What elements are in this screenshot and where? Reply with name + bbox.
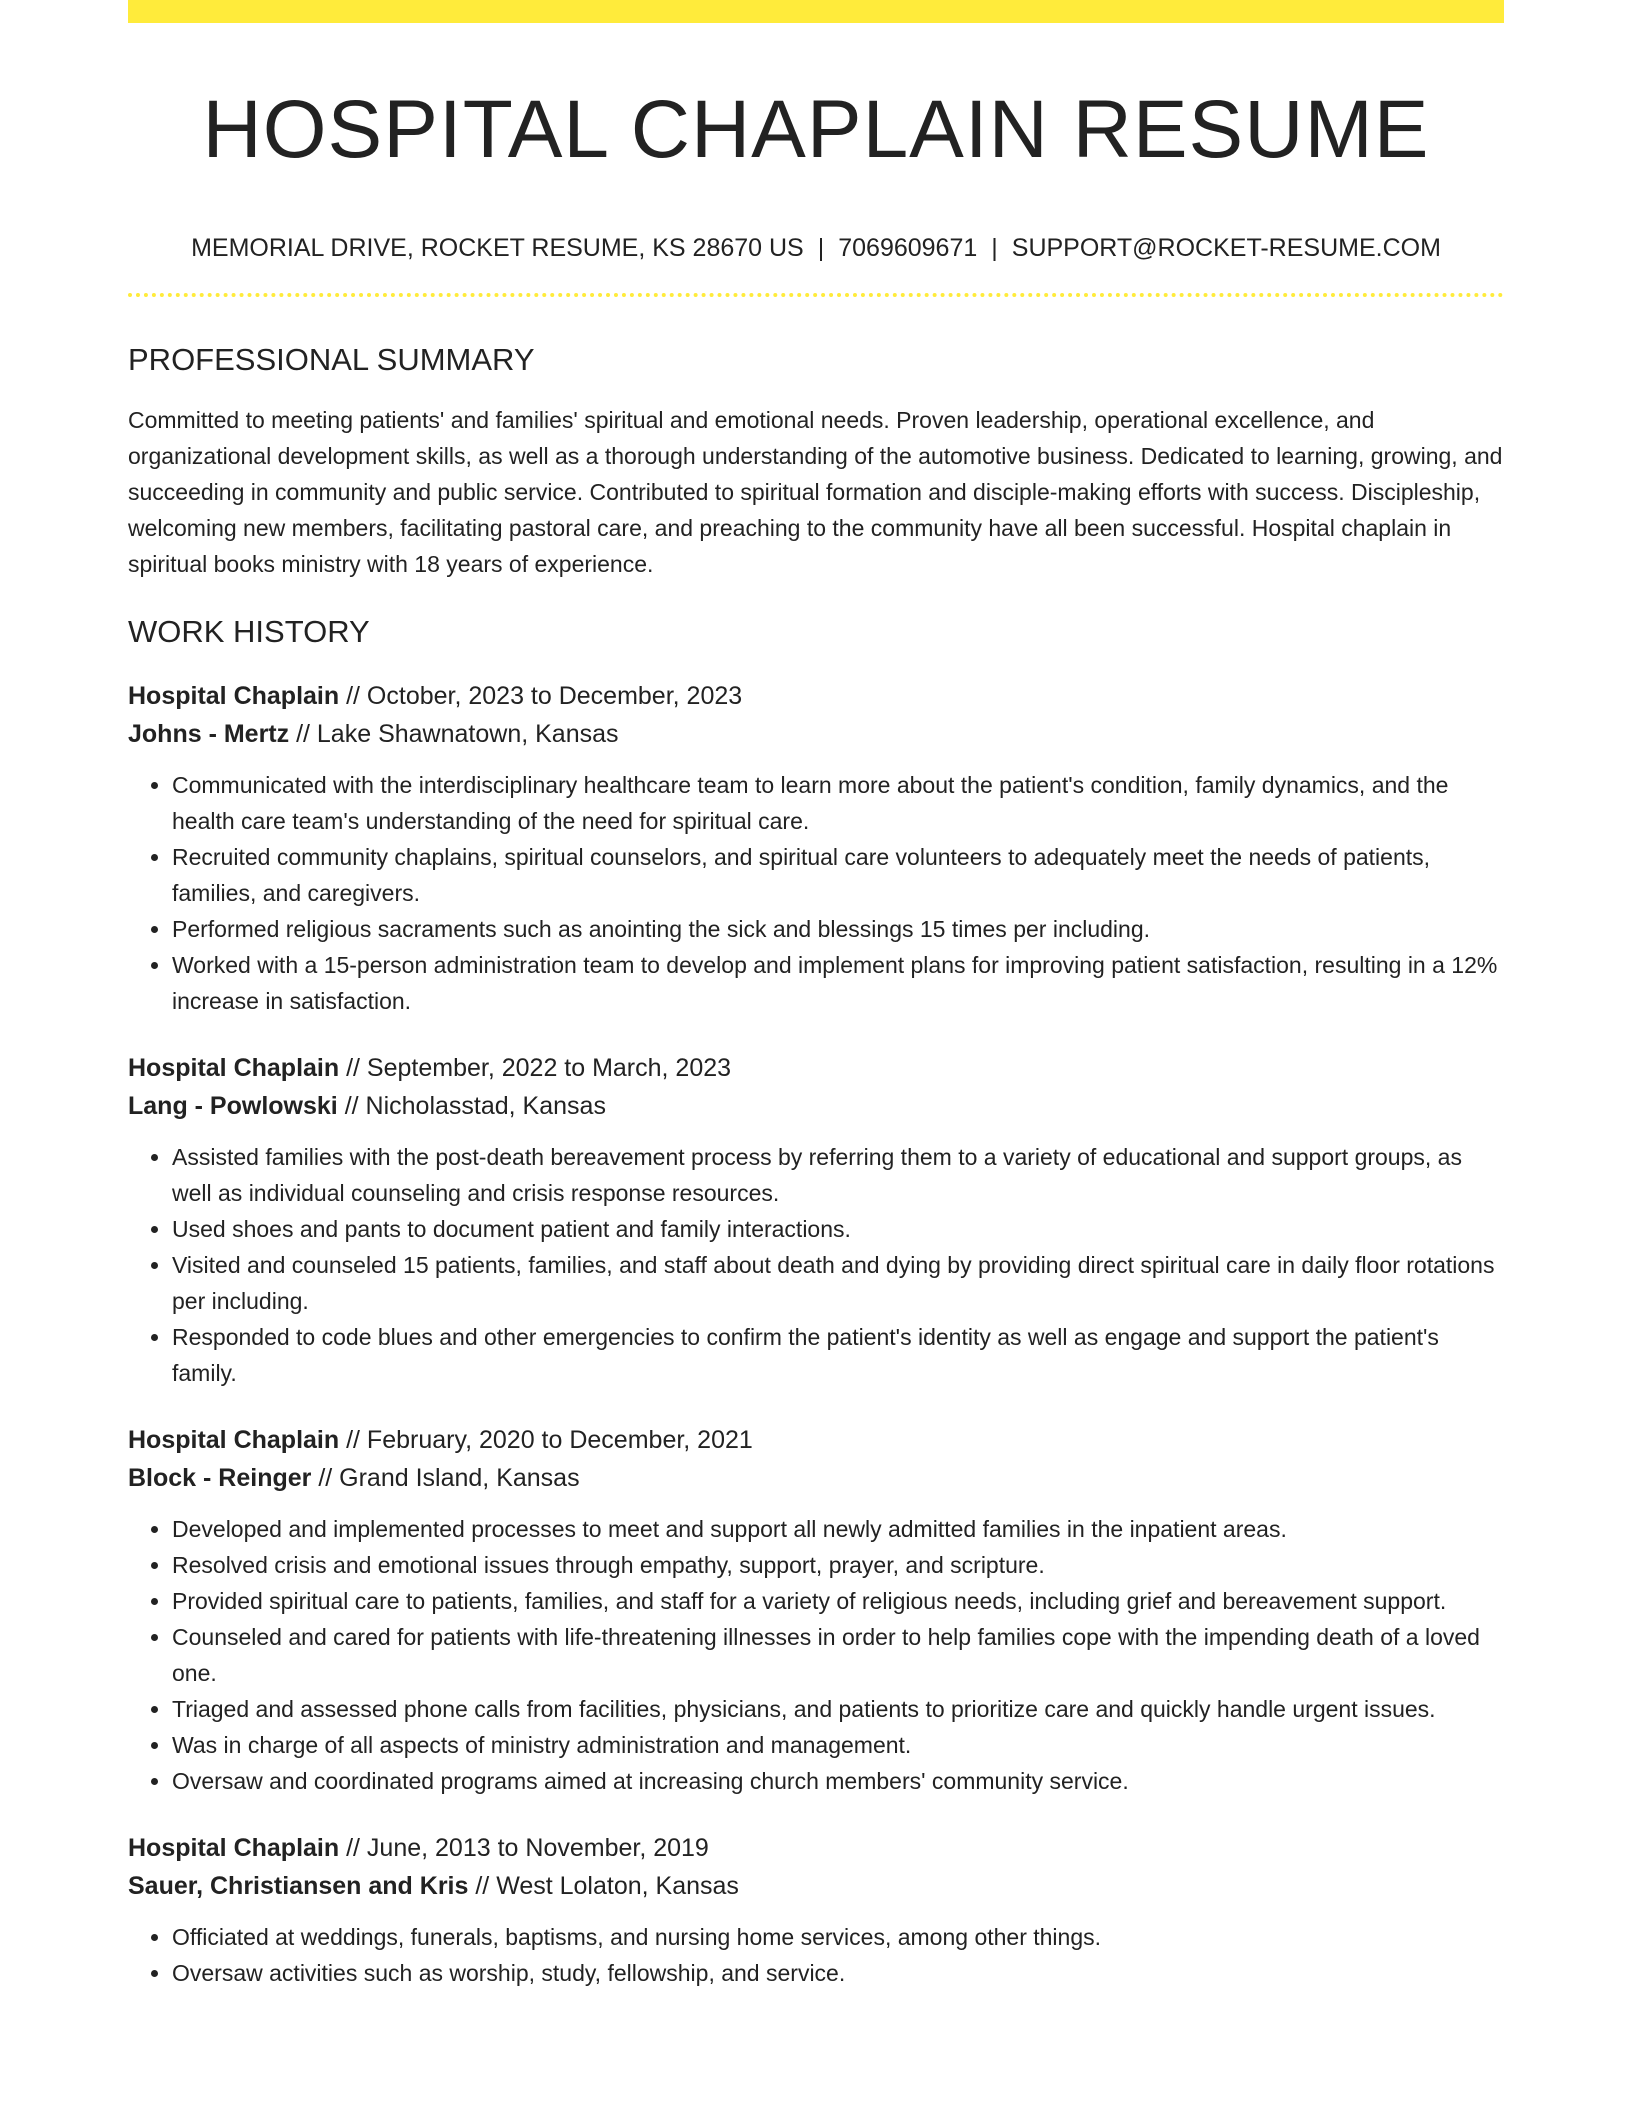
contact-phone: 7069609671: [838, 234, 978, 263]
summary-heading: PROFESSIONAL SUMMARY: [128, 342, 535, 378]
contact-line: [128, 233, 1504, 263]
job-dates: // February, 2020 to December, 2021: [339, 1425, 753, 1454]
job-location: // Lake Shawnatown, Kansas: [289, 719, 619, 748]
job-title-line: [128, 1829, 1504, 1867]
job-title-line: [128, 1421, 1504, 1459]
summary-text: Committed to meeting patients' and families' spiritual and emotional needs. Proven leadership, operational excellence, and organizational development skills, as well as a thorough understanding of the automotive business. Dedicated to learning, growing, and succeeding in community and public service. Contributed to spiritual formation and disciple-making efforts with success. Discipleship, welcoming new members, facilitating pastoral care, and preaching to the community have all been successful. Hospital chaplain in spiritual books ministry with 18 years of experience.: [128, 407, 1503, 578]
job-bullet: • Developed and implemented processes to meet and support all newly admitted families in the inpatient areas.: [172, 1511, 1504, 1547]
job-location: // Grand Island, Kansas: [311, 1463, 580, 1492]
job-company: Lang - Powlowski: [128, 1091, 338, 1120]
job-company: Block - Reinger: [128, 1463, 312, 1492]
job-bullet: • Performed religious sacraments such as anointing the sick and blessings 15 times per including.: [172, 911, 1504, 947]
job-title: Hospital Chaplain: [128, 681, 340, 710]
job-title-line: [128, 677, 1504, 715]
job-title: Hospital Chaplain: [128, 1053, 340, 1082]
contact-separator: |: [817, 234, 825, 263]
job-company: Sauer, Christiansen and Kris: [128, 1871, 469, 1900]
job-bullets: [128, 767, 1504, 1019]
job-bullet: • Resolved crisis and emotional issues through empathy, support, prayer, and scripture.: [172, 1547, 1504, 1583]
job-bullets: [128, 1139, 1504, 1391]
job-bullet: • Recruited community chaplains, spiritual counselors, and spiritual care volunteers to adequately meet the needs of patients, families, and caregivers.: [172, 839, 1504, 911]
job-entry-2: [128, 1049, 1504, 1391]
work-history-heading: WORK HISTORY: [128, 614, 370, 650]
job-bullet: • Counseled and cared for patients with life-threatening illnesses in order to help families cope with the impending death of a loved one.: [172, 1619, 1504, 1691]
job-bullet: • Oversaw activities such as worship, study, fellowship, and service.: [172, 1955, 1504, 1991]
job-bullet: • Assisted families with the post-death bereavement process by referring them to a variety of educational and support groups, as well as individual counseling and crisis response resources.: [172, 1139, 1504, 1211]
resume-page: [128, 0, 1504, 1991]
job-bullet: • Oversaw and coordinated programs aimed at increasing church members' community service.: [172, 1763, 1504, 1799]
job-location: // Nicholasstad, Kansas: [337, 1091, 606, 1120]
job-title-line: [128, 1049, 1504, 1087]
job-bullets: [128, 1919, 1504, 1991]
resume-title: HOSPITAL CHAPLAIN RESUME: [202, 84, 1430, 175]
job-company-line: [128, 1459, 1504, 1497]
contact-address: MEMORIAL DRIVE, ROCKET RESUME, KS 28670 US: [191, 234, 804, 263]
job-bullet: • Provided spiritual care to patients, families, and staff for a variety of religious needs, including grief and bereavement support.: [172, 1583, 1504, 1619]
contact-email: SUPPORT@ROCKET-RESUME.COM: [1011, 234, 1441, 263]
contact-separator: |: [991, 234, 998, 263]
job-company-line: [128, 1087, 1504, 1125]
job-location: // West Lolaton, Kansas: [468, 1871, 739, 1900]
job-company-line: [128, 1867, 1504, 1905]
job-bullet: • Responded to code blues and other emergencies to confirm the patient's identity as well as engage and support the patient's family.: [172, 1319, 1504, 1391]
job-bullet: • Triaged and assessed phone calls from facilities, physicians, and patients to prioritize care and quickly handle urgent issues.: [172, 1691, 1504, 1727]
job-dates: // June, 2013 to November, 2019: [339, 1833, 709, 1862]
accent-top-bar: [128, 0, 1504, 23]
job-title: Hospital Chaplain: [128, 1425, 340, 1454]
job-company: Johns - Mertz: [128, 719, 290, 748]
job-entry-4: [128, 1829, 1504, 1991]
job-bullet: • Was in charge of all aspects of ministry administration and management.: [172, 1727, 1504, 1763]
job-bullets: [128, 1511, 1504, 1799]
job-dates: // September, 2022 to March, 2023: [339, 1053, 732, 1082]
job-bullet: • Worked with a 15-person administration team to develop and implement plans for improving patient satisfaction, resulting in a 12% increase in satisfaction.: [172, 947, 1504, 1019]
job-bullet: • Communicated with the interdisciplinary healthcare team to learn more about the patient's condition, family dynamics, and the health care team's understanding of the need for spiritual care.: [172, 767, 1504, 839]
job-title: Hospital Chaplain: [128, 1833, 340, 1862]
job-bullet: • Used shoes and pants to document patient and family interactions.: [172, 1211, 1504, 1247]
job-entry-1: [128, 677, 1504, 1019]
job-bullet: • Visited and counseled 15 patients, families, and staff about death and dying by providing direct spiritual care in daily floor rotations per including.: [172, 1247, 1504, 1319]
job-company-line: [128, 715, 1504, 753]
job-dates: // October, 2023 to December, 2023: [339, 681, 743, 710]
dotted-divider: [128, 293, 1504, 297]
job-bullet: • Officiated at weddings, funerals, baptisms, and nursing home services, among other things.: [172, 1919, 1504, 1955]
job-entry-3: [128, 1421, 1504, 1799]
